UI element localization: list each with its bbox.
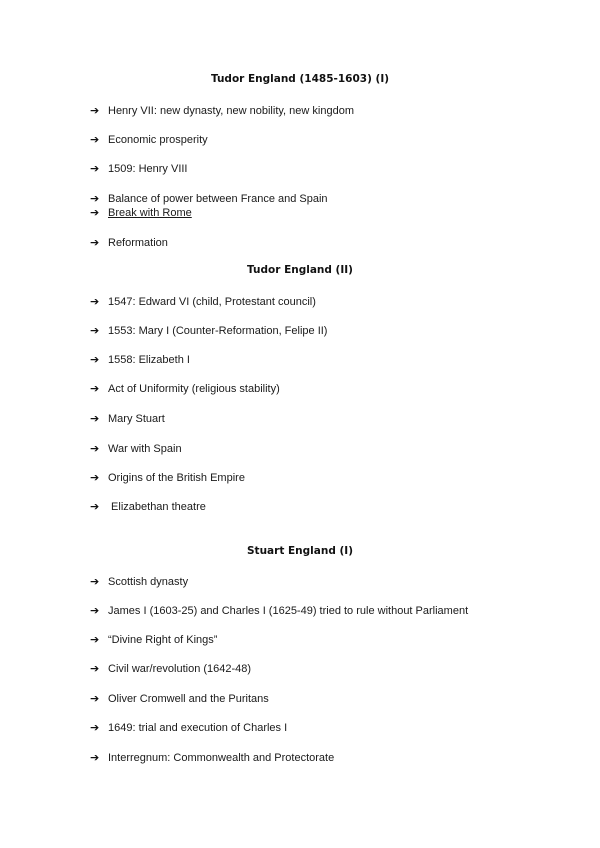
section-heading: Tudor England (1485-1603) (I) xyxy=(210,73,390,85)
right-arrow-icon: ➔ xyxy=(90,295,100,308)
list-item: ➔ Civil war/revolution (1642-48) xyxy=(90,662,252,675)
right-arrow-icon: ➔ xyxy=(90,104,100,117)
right-arrow-icon: ➔ xyxy=(90,324,100,337)
list-item: ➔ James I (1603-25) and Charles I (1625-49) tried to rule without Parliament xyxy=(90,604,469,617)
right-arrow-icon: ➔ xyxy=(90,633,100,646)
right-arrow-icon: ➔ xyxy=(90,412,100,425)
list-item: ➔ 1509: Henry VIII xyxy=(90,162,188,175)
list-item: ➔ Origins of the British Empire xyxy=(90,471,245,484)
list-item: ➔ “Divine Right of Kings” xyxy=(90,633,218,646)
list-item: ➔ 1558: Elizabeth I xyxy=(90,353,190,366)
list-item: ➔ 1649: trial and execution of Charles I xyxy=(90,721,288,734)
right-arrow-icon: ➔ xyxy=(90,206,100,219)
list-item: ➔ Oliver Cromwell and the Puritans xyxy=(90,692,269,705)
list-item: ➔ Balance of power between France and Spain xyxy=(90,192,328,205)
right-arrow-icon: ➔ xyxy=(90,353,100,366)
list-item: ➔ Economic prosperity xyxy=(90,133,208,146)
list-item: ➔ Break with Rome xyxy=(90,206,192,219)
right-arrow-icon: ➔ xyxy=(90,236,100,249)
right-arrow-icon: ➔ xyxy=(90,692,100,705)
right-arrow-icon: ➔ xyxy=(90,471,100,484)
list-item: ➔ Elizabethan theatre xyxy=(90,500,206,513)
right-arrow-icon: ➔ xyxy=(90,662,100,675)
list-item: ➔ 1547: Edward VI (child, Protestant council) xyxy=(90,295,316,308)
right-arrow-icon: ➔ xyxy=(90,751,100,764)
list-item: ➔ Henry VII: new dynasty, new nobility, new kingdom xyxy=(90,104,354,117)
list-item: ➔ Reformation xyxy=(90,236,168,249)
right-arrow-icon: ➔ xyxy=(90,192,100,205)
list-item: ➔ Scottish dynasty xyxy=(90,575,189,588)
list-item: ➔ War with Spain xyxy=(90,442,182,455)
section-heading: Tudor England (II) xyxy=(247,264,353,276)
right-arrow-icon: ➔ xyxy=(90,442,100,455)
section-heading: Stuart England (I) xyxy=(247,545,353,557)
list-item: ➔ Mary Stuart xyxy=(90,412,165,425)
right-arrow-icon: ➔ xyxy=(90,721,100,734)
right-arrow-icon: ➔ xyxy=(90,500,100,513)
right-arrow-icon: ➔ xyxy=(90,382,100,395)
list-item: ➔ Interregnum: Commonwealth and Protectorate xyxy=(90,751,335,764)
list-item: ➔ 1553: Mary I (Counter-Reformation, Felipe II) xyxy=(90,324,328,337)
right-arrow-icon: ➔ xyxy=(90,604,100,617)
right-arrow-icon: ➔ xyxy=(90,162,100,175)
right-arrow-icon: ➔ xyxy=(90,133,100,146)
right-arrow-icon: ➔ xyxy=(90,575,100,588)
list-item: ➔ Act of Uniformity (religious stability) xyxy=(90,382,280,395)
